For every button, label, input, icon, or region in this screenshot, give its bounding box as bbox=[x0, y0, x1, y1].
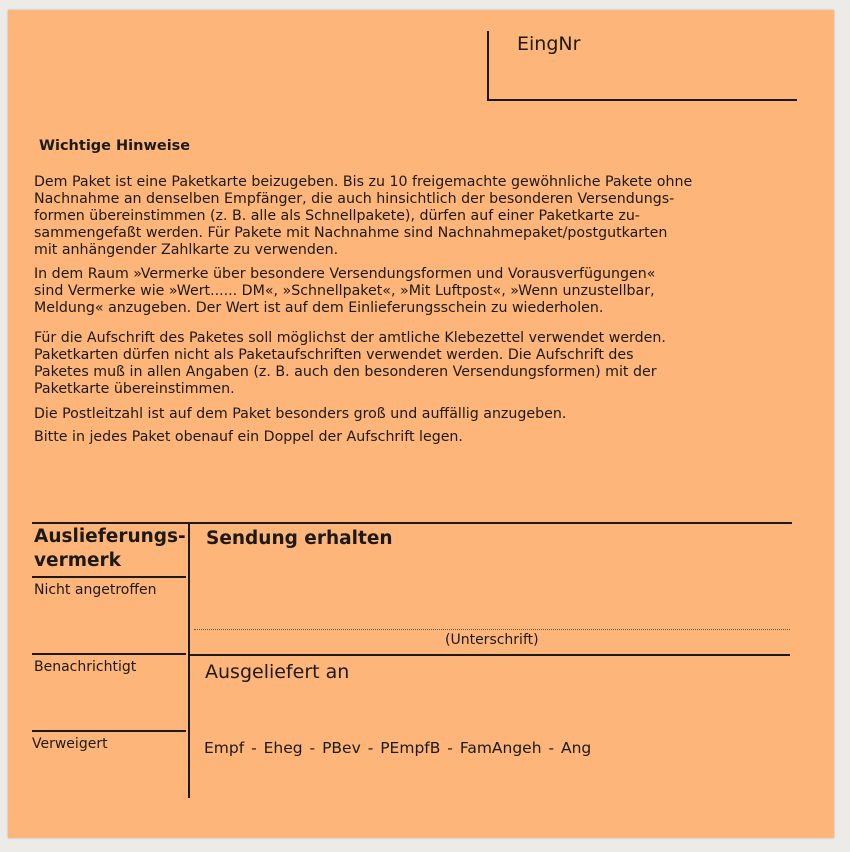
refused-label: Verweigert bbox=[32, 736, 108, 752]
delivered-options: Empf - Eheg - PBev - PEmpfB - FamAngeh - Ang bbox=[204, 739, 592, 757]
not-found-rule bbox=[32, 653, 186, 655]
form-column-divider bbox=[188, 522, 190, 798]
notes-line: formen übereinstimmen (z. B. alle als Schnellpakete), dürfen auf einer Paketkarte zu- bbox=[34, 208, 640, 224]
notes-line: Meldung« anzugeben. Der Wert ist auf dem Einlieferungsschein zu wiederholen. bbox=[34, 300, 604, 316]
eingnr-label: EingNr bbox=[517, 33, 581, 55]
delivery-title-rule bbox=[32, 576, 186, 578]
notes-line: mit anhängender Zahlkarte zu verwenden. bbox=[34, 242, 339, 258]
notes-line: Dem Paket ist eine Paketkarte beizugeben. Bis zu 10 freigemachte gewöhnliche Pakete ohne bbox=[34, 174, 693, 190]
notes-paragraph-5 bbox=[34, 429, 798, 446]
notified-rule bbox=[32, 730, 186, 732]
notes-line: Für die Aufschrift des Paketes soll möglichst der amtliche Klebezettel verwendet werden. bbox=[34, 330, 666, 346]
notes-paragraph-3 bbox=[34, 330, 798, 398]
notes-line: sammengefaßt werden. Für Pakete mit Nachnahme sind Nachnahmepaket/postgutkarten bbox=[34, 225, 668, 241]
notified-label: Benachrichtigt bbox=[34, 659, 137, 675]
notes-line: Nachnahme an denselben Empfänger, die auch hinsichtlich der besonderen Versendungs- bbox=[34, 191, 675, 207]
signature-line bbox=[194, 629, 790, 630]
delivered-title: Ausgeliefert an bbox=[205, 661, 350, 683]
notes-line: Die Postleitzahl ist auf dem Paket besonders groß und auffällig anzugeben. bbox=[34, 406, 567, 422]
notes-paragraph-2 bbox=[34, 266, 798, 317]
notes-line: sind Vermerke wie »Wert...... DM«, »Schnellpaket«, »Mit Luftpost«, »Wenn unzustellbar, bbox=[34, 283, 655, 299]
notes-line: Paketes muß in allen Angaben (z. B. auch den besonderen Versendungsformen) mit der bbox=[34, 364, 657, 380]
eingnr-box bbox=[487, 31, 797, 101]
notes-paragraph-1 bbox=[34, 174, 798, 259]
notes-line: Paketkarten dürfen nicht als Paketaufschriften verwendet werden. Die Aufschrift des bbox=[34, 347, 634, 363]
parcel-card bbox=[8, 10, 834, 838]
notes-title: Wichtige Hinweise bbox=[39, 138, 191, 154]
not-found-label: Nicht angetroffen bbox=[34, 582, 157, 598]
signature-label: (Unterschrift) bbox=[445, 632, 539, 648]
received-bottom-rule bbox=[190, 654, 790, 656]
received-title: Sendung erhalten bbox=[206, 528, 393, 549]
notes-paragraph-4 bbox=[34, 406, 798, 423]
form-top-rule bbox=[32, 522, 792, 524]
delivery-title-line1: Auslieferungs- bbox=[34, 526, 186, 547]
notes-line: Paketkarte übereinstimmen. bbox=[34, 381, 235, 397]
notes-line: In dem Raum »Vermerke über besondere Versendungsformen und Vorausverfügungen« bbox=[34, 266, 656, 282]
notes-line: Bitte in jedes Paket obenauf ein Doppel der Aufschrift legen. bbox=[34, 429, 463, 445]
delivery-title-line2: vermerk bbox=[34, 550, 121, 571]
